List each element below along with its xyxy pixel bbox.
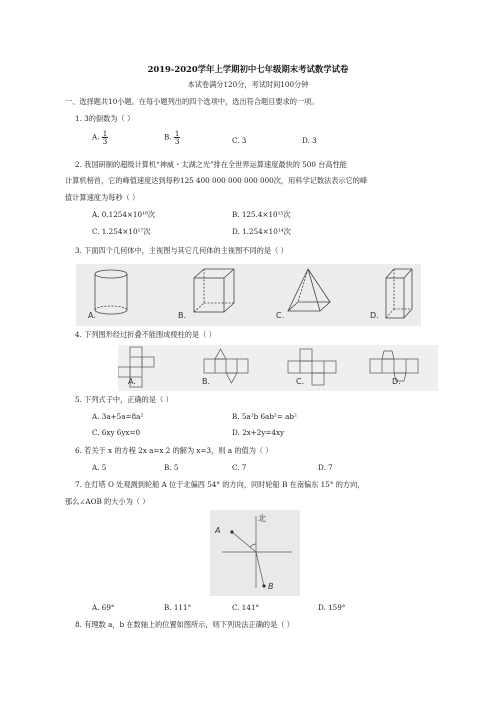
q2-option-a: A. 0.1254×10¹⁸次	[92, 210, 156, 219]
q5-option-d: D. 2x+2y=4xy	[232, 428, 285, 437]
q6-stem: 6. 若关于 x 的方程 2x a=x 2 的解为 x=3，则 a 的值为（ ）	[75, 446, 273, 455]
q6-option-a: A. 5	[92, 463, 107, 472]
exam-subtitle: 本试卷满分120分，考试时间100分钟	[187, 80, 309, 89]
q3-label-d: D.	[370, 311, 379, 320]
q1-stem: 1. 3的倒数为（ ）	[75, 114, 135, 123]
q6-option-c: C. 7	[232, 463, 247, 472]
q1-a-den: 3	[102, 137, 108, 147]
q5-option-b: B. 5a²b 6ab²= ab²	[232, 412, 297, 421]
q7-option-c: C. 141°	[232, 603, 260, 612]
q7-option-b: B. 111°	[164, 603, 192, 612]
q6-option-d: D. 7	[318, 463, 333, 472]
q1-option-b	[164, 130, 180, 145]
q2-option-b: B. 125.4×10¹⁵次	[232, 210, 291, 219]
q7-option-a: A. 69°	[92, 603, 115, 612]
point-a	[230, 530, 233, 533]
q1-option-d: D. 3	[302, 136, 317, 145]
q8-stem: 8. 有理数 a，b 在数轴上的位置如图所示，则下列说法正确的是（ ）	[75, 620, 294, 629]
q1-b-den: 3	[174, 137, 180, 147]
q2-line-2: 计算机榜首，它的峰值速度达到每秒125 400 000 000 000 000次，用科学记数法表示它的峰	[65, 176, 368, 185]
q2-option-d: D. 1.254×10¹⁴次	[232, 227, 291, 236]
q4-label-c: C.	[296, 377, 305, 386]
q3-label-a: A.	[88, 311, 96, 320]
q1-option-a	[92, 130, 108, 145]
q1-b-label: B.	[164, 132, 172, 142]
q5-option-c: C. 6xy 6yx=0	[92, 428, 141, 437]
q3-label-c: C.	[276, 311, 285, 320]
q7-option-d: D. 159°	[318, 603, 346, 612]
q7-north-label: 北	[258, 514, 266, 523]
q4-stem: 4. 下列图形经过折叠不能围成棱柱的是（ ）	[75, 330, 216, 339]
q7-point-b-label: B	[268, 582, 274, 591]
q1-b-fraction	[174, 130, 181, 145]
q1-b-num: 1	[174, 129, 180, 138]
q1-a-fraction	[102, 130, 109, 145]
q7-figure	[210, 510, 300, 596]
q3-stem: 3. 下面四个几何体中，主视图与其它几何体的主视图不同的是（ ）	[75, 246, 288, 255]
q5-option-a: A. 3a+5a=8a²	[92, 412, 144, 421]
q1-a-label: A.	[92, 132, 100, 142]
q1-option-c: C. 3	[232, 136, 247, 145]
q7-line-1: 7. 在灯塔 O 处观测到轮船 A 位于北偏西 54° 的方向，同时轮船 B 在南偏东 15° 的方向，	[75, 480, 365, 489]
q5-stem: 5. 下列式子中，正确的是（ ）	[75, 395, 173, 404]
q2-line-1: 2. 我国研制的超级计算机“神威・太湖之光”排在全世界运算速度最快的 500 台高性能	[75, 160, 347, 169]
q2-line-3: 值计算速度为每秒（ ）	[65, 193, 140, 202]
exam-title: 2019-2020学年上学期初中七年级期末考试数学试卷	[147, 64, 349, 74]
q4-label-a: A.	[128, 377, 136, 386]
q2-option-c: C. 1.254×10¹⁷次	[92, 227, 151, 236]
point-b	[262, 584, 265, 587]
q1-a-num: 1	[102, 129, 108, 138]
q7-line-2: 那么∠AOB 的大小为（ ）	[65, 497, 150, 506]
q4-label-b: B.	[202, 377, 211, 386]
q3-label-b: B.	[178, 311, 187, 320]
q4-label-d: D.	[392, 377, 401, 386]
section-heading: 一、选择题共10小题。在每小题列出的四个选项中，选出符合题目要求的一项。	[65, 97, 319, 106]
q4-figure	[118, 345, 438, 391]
q6-option-b: B. 5	[164, 463, 179, 472]
q7-point-a-label: A	[215, 526, 221, 535]
